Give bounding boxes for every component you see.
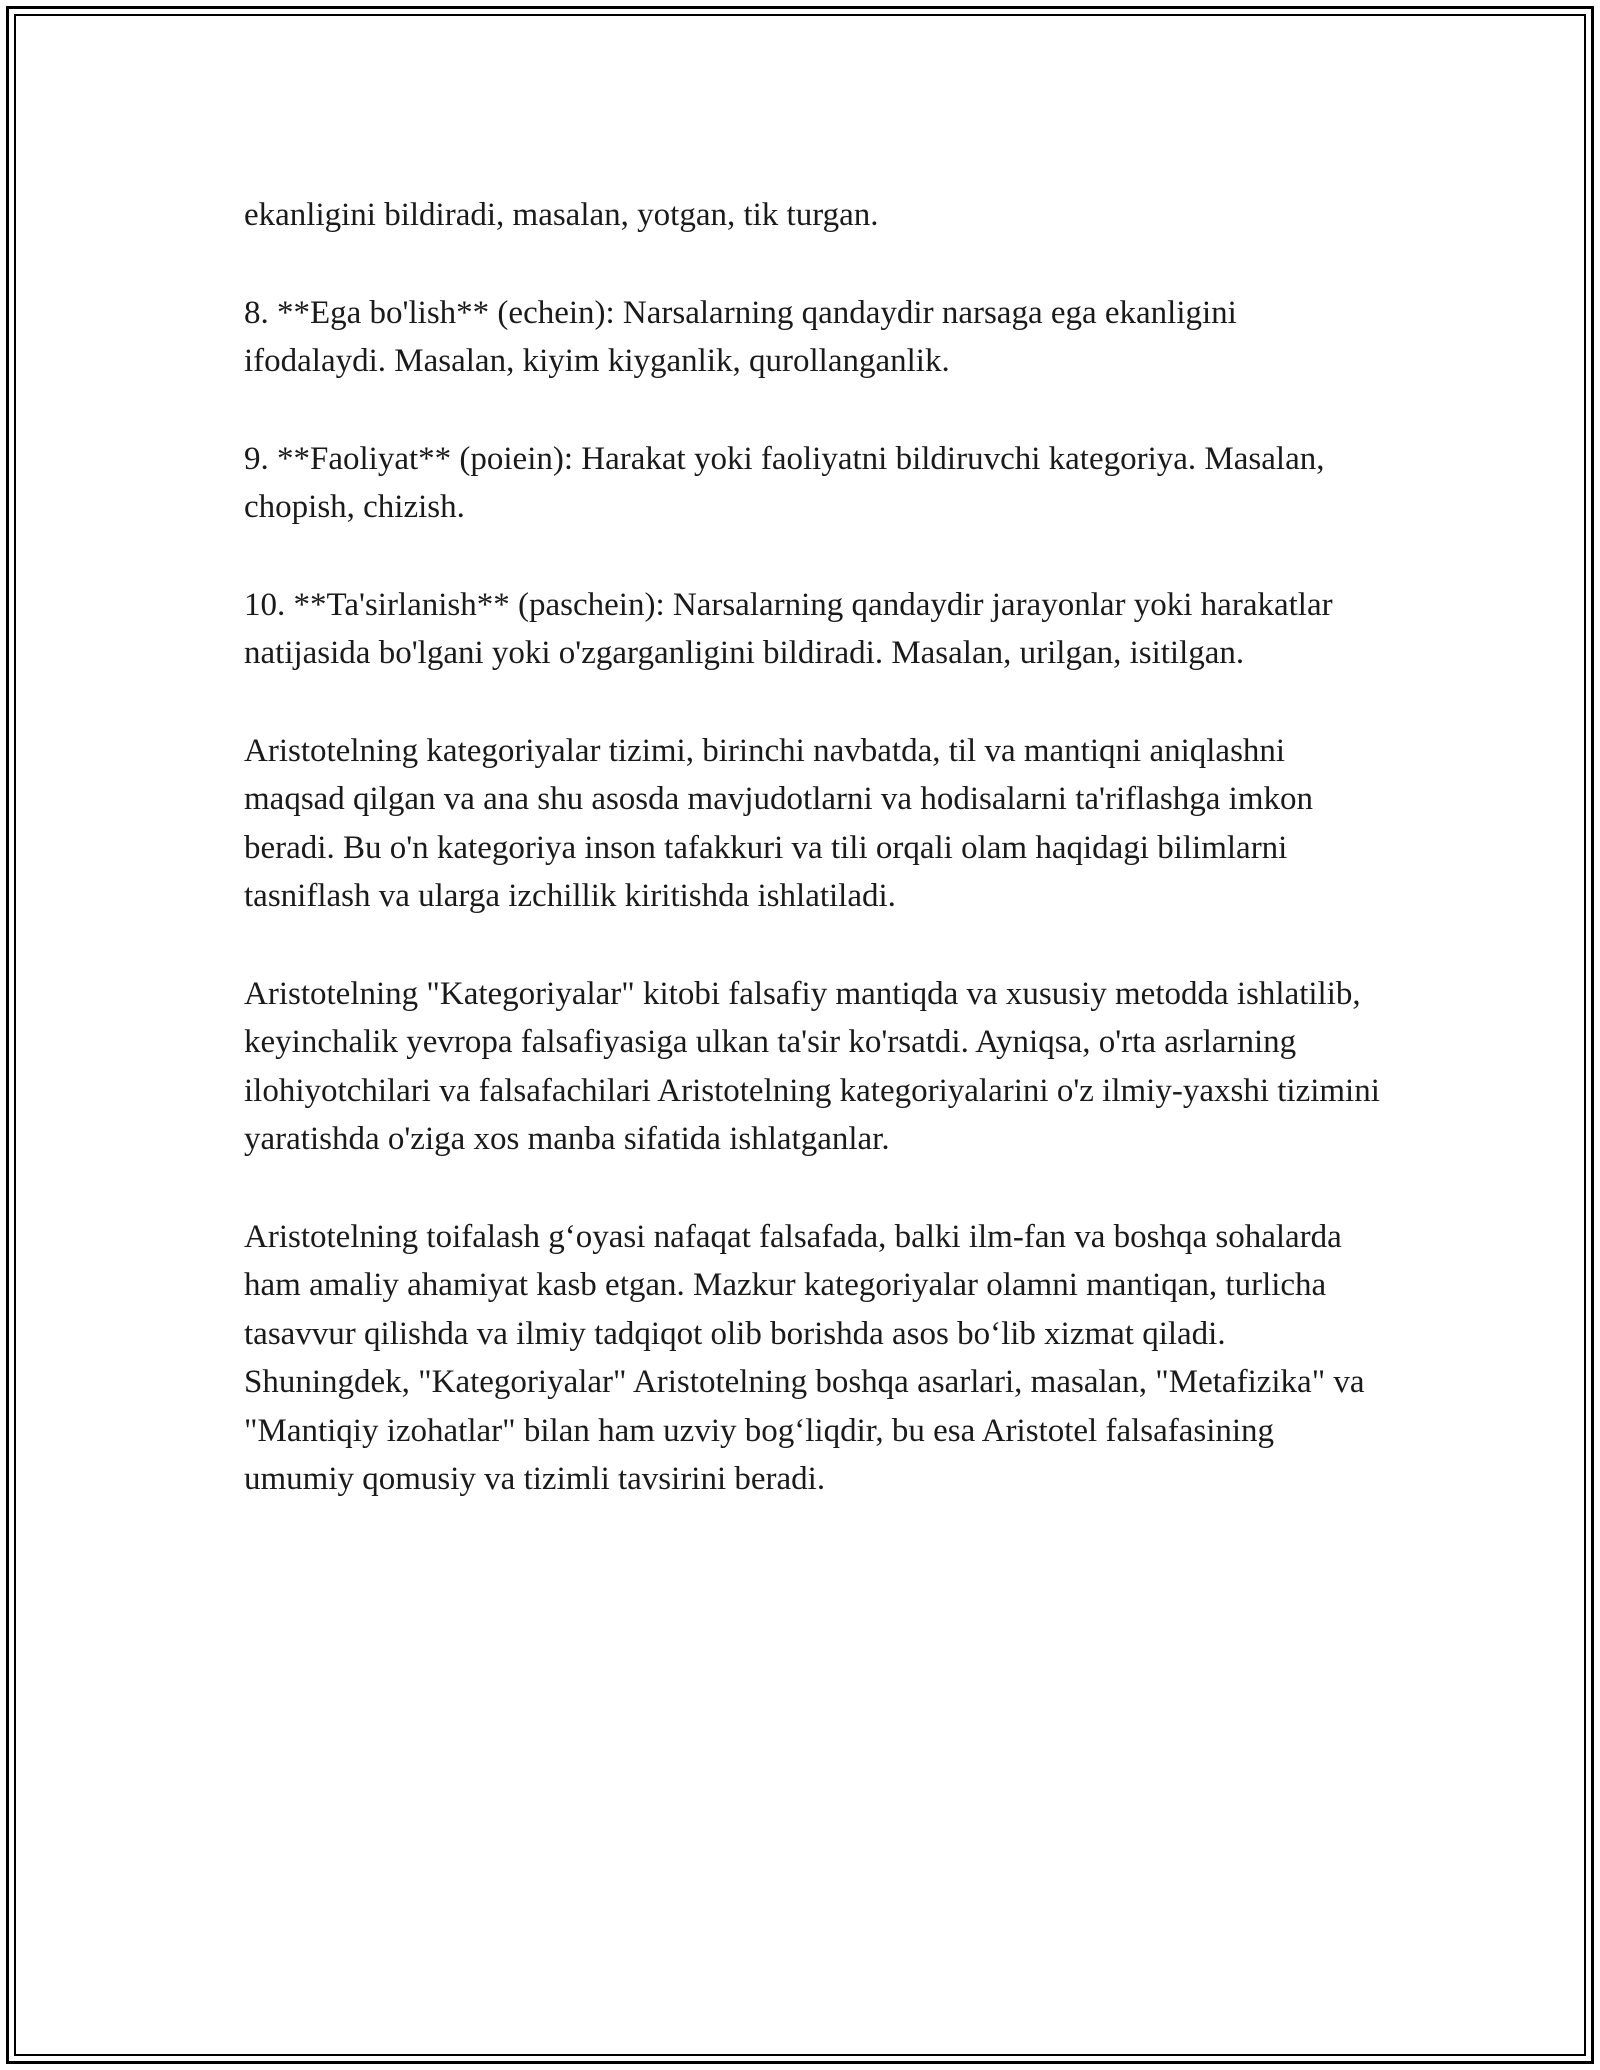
- document-body: [244, 191, 1384, 1504]
- page-frame: [6, 6, 1594, 2064]
- paragraph-continuation: ekanligini bildiradi, masalan, yotgan, tik turgan.: [244, 197, 879, 233]
- paragraph-category-10: 10. **Ta'sirlanish** (paschein): Narsalarning qandaydir jarayonlar yoki harakatlar natijasida bo'lgani yoki o'zgarganligini bildiradi. Masalan, urilgan, isitilgan.: [244, 586, 1333, 671]
- paragraph-categories-book: Aristotelning "Kategoriyalar" kitobi falsafiy mantiqda va xususiy metodda ishlatilib, keyinchalik yevropa falsafiyasiga ulkan ta'sir ko'rsatdi. Ayniqsa, o'rta asrlarning ilohiyotchilari va falsafachilari Aristotelning kategoriyalarini o'z ilmiy-yaxshi tizimini yaratishda o'ziga xos manba sifatida ishlatganlar.: [244, 975, 1380, 1157]
- paragraph-category-system: Aristotelning kategoriyalar tizimi, birinchi navbatda, til va mantiqni aniqlashni maqsad qilgan va ana shu asosda mavjudotlarni va hodisalarni ta'riflashga imkon beradi. Bu o'n kategoriya inson tafakkuri va tili orqali olam haqidagi bilimlarni tasniflash va ularga izchillik kiritishda ishlatiladi.: [244, 732, 1314, 914]
- paragraph-classification-idea: Aristotelning toifalash g‘oyasi nafaqat falsafada, balki ilm-fan va boshqa sohalarda ham amaliy ahamiyat kasb etgan. Mazkur kategoriyalar olamni mantiqan, turlicha tasavvur qilishda va ilmiy tadqiqot olib borishda asos bo‘lib xizmat qiladi. Shuningdek, "Kategoriyalar" Aristotelning boshqa asarlari, masalan, "Metafizika" va "Mantiqiy izohatlar" bilan ham uzviy bog‘liqdir, bu esa Aristotel falsafasining umumiy qomusiy va tizimli tavsirini beradi.: [244, 1218, 1365, 1497]
- paragraph-category-9: 9. **Faoliyat** (poiein): Harakat yoki faoliyatni bildiruvchi kategoriya. Masalan, chopish, chizish.: [244, 440, 1325, 525]
- paragraph-category-8: 8. **Ega bo'lish** (echein): Narsalarning qandaydir narsaga ega ekanligini ifodalaydi. Masalan, kiyim kiyganlik, qurollanganlik.: [244, 294, 1237, 379]
